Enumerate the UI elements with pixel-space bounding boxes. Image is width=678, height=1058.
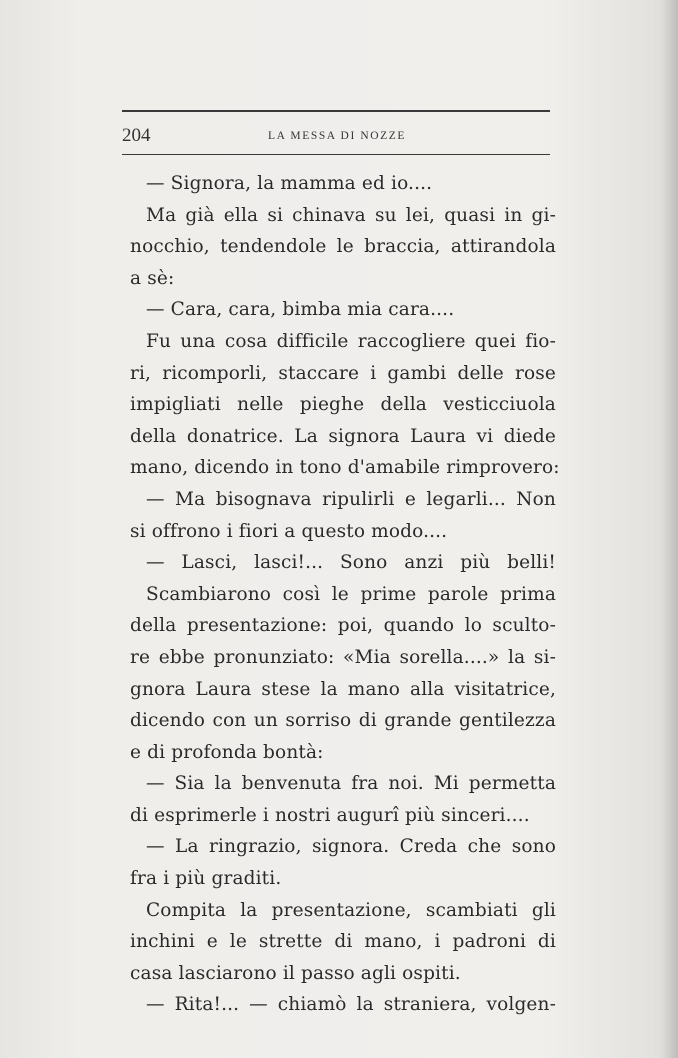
text-line: impigliati nelle pieghe della vesticciuola — [130, 394, 556, 416]
text-line: mano, dicendo in tono d'amabile rimprovero: — [130, 457, 560, 479]
body-text — [130, 168, 560, 1021]
text-line: Ma già ella si chinava su lei, quasi in gi- — [146, 204, 556, 226]
text-line: — La ringrazio, signora. Creda che sono — [146, 836, 556, 858]
header-rule-top — [122, 110, 550, 112]
header-rule-bottom — [122, 154, 550, 155]
text-line: — Signora, la mamma ed io.... — [146, 173, 433, 194]
text-line: Scambiarono così le prime parole prima — [146, 583, 556, 605]
text-line: — Rita!... — chiamò la straniera, volgen- — [146, 994, 556, 1016]
text-line: gnora Laura stese la mano alla visitatrice, — [130, 678, 556, 700]
text-line: fra i più graditi. — [130, 868, 282, 890]
text-line: si offrono i fiori a questo modo.... — [130, 520, 448, 542]
text-line: — Sia la benvenuta fra noi. Mi permetta — [146, 773, 556, 795]
text-line: re ebbe pronunziato: «Mia sorella....» la si- — [130, 646, 556, 668]
text-line: a sè: — [130, 267, 175, 289]
text-line: — Cara, cara, bimba mia cara.... — [146, 299, 455, 321]
text-line: inchini e le strette di mano, i padroni di — [130, 931, 556, 953]
text-line: e di profonda bontà: — [130, 741, 324, 763]
page-gutter-shadow — [662, 0, 678, 1058]
page-number: 204 — [122, 125, 151, 146]
text-line: Compita la presentazione, scambiati gli — [146, 899, 556, 921]
text-line: nocchio, tendendole le braccia, attirandola — [130, 236, 556, 258]
text-line: — Ma bisognava ripulirli e legarli... Non — [146, 488, 556, 510]
text-line: della donatrice. La signora Laura vi diede — [130, 425, 556, 447]
text-line: dicendo con un sorriso di grande gentilezza — [130, 710, 556, 732]
text-line: casa lasciarono il passo agli ospiti. — [130, 962, 461, 984]
text-line: di esprimerle i nostri augurî più sinceri.... — [130, 804, 530, 826]
text-line: Fu una cosa difficile raccogliere quei fio- — [146, 330, 556, 352]
text-line: — Lasci, lasci!... Sono anzi più belli! — [146, 552, 556, 574]
running-title: LA MESSA DI NOZZE — [268, 130, 407, 142]
text-line: ri, ricomporli, staccare i gambi delle rose — [130, 362, 556, 384]
text-line: della presentazione: poi, quando lo sculto- — [130, 615, 556, 637]
